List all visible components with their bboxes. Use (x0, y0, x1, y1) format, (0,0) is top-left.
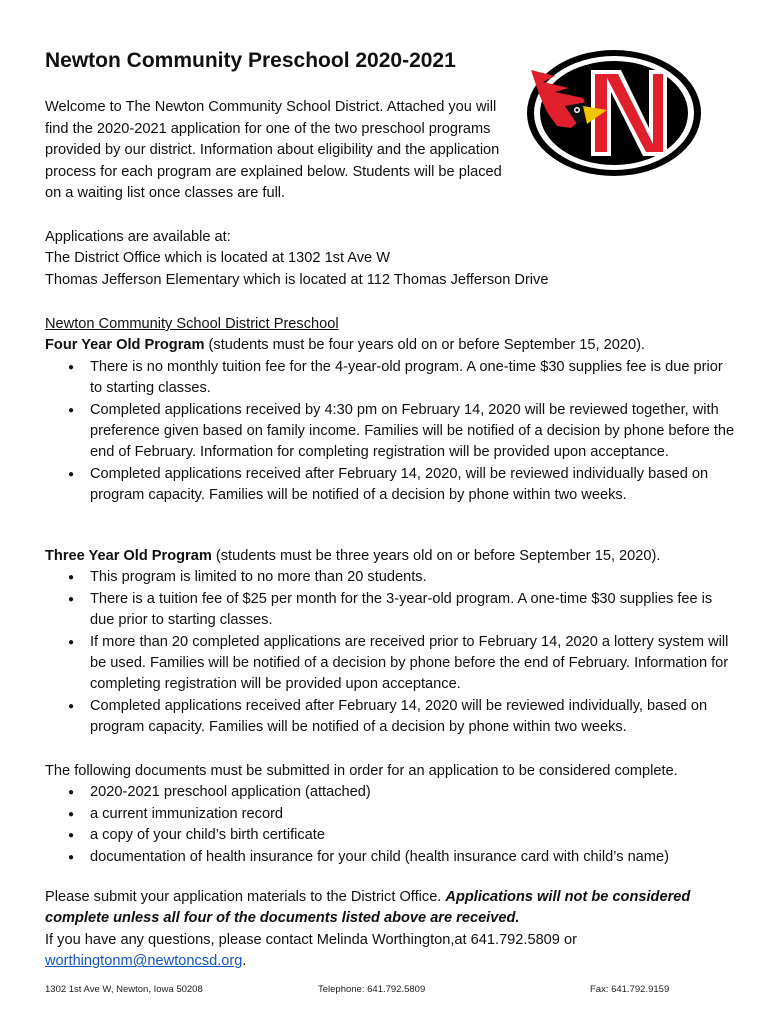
program-requirement: (students must be four years old on or before September 15, 2020). (204, 337, 645, 354)
program-name: Three Year Old Program (45, 548, 212, 564)
closing-section (45, 887, 735, 973)
documents-list (45, 782, 735, 868)
list-item: ● There is no monthly tuition fee for the 4-year-old program. A one-time $30 supplies fee is due prior to starting classes. (90, 357, 735, 400)
completion-warning: Applications will not be considered complete unless all four of the documents listed above are received. (45, 889, 691, 927)
district-office-line: The District Office which is located at 1302 1st Ave W (45, 250, 390, 267)
footer-address: 1302 1st Ave W, Newton, Iowa 50208 (45, 984, 203, 995)
contact-text: If you have any questions, please contact Melinda Worthington,at 641.792.5809 or (45, 931, 577, 948)
list-item: ● Completed applications received after February 14, 2020 will be reviewed individually, based on program capacity. Families will be notified of a decision by phone within two weeks. (90, 696, 735, 739)
list-item: ● documentation of health insurance for your child (health insurance card with child’s name) (90, 847, 735, 868)
four-year-section (45, 314, 735, 507)
applications-heading: Applications are available at: (45, 229, 231, 245)
list-item: ● a current immunization record (90, 804, 735, 825)
submit-text: Please submit your application materials to the District Office. (45, 889, 446, 905)
list-item: ● This program is limited to no more than 20 students. (90, 567, 735, 588)
cardinal-logo-icon (525, 48, 703, 178)
page-title: Newton Community Preschool 2020-2021 (45, 49, 456, 72)
list-item: ● There is a tuition fee of $25 per month for the 3-year-old program. A one-time $30 supplies fee is due prior to starting classes. (90, 589, 735, 632)
documents-heading: The following documents must be submitted in order for an application to be considered complete. (45, 763, 678, 779)
documents-section (45, 761, 735, 868)
list-item: ● Completed applications received after February 14, 2020, will be reviewed individually based on program capacity. Families will be notified of a decision by phone within two weeks. (90, 464, 735, 507)
list-item: ● 2020-2021 preschool application (attached) (90, 782, 735, 803)
applications-section (45, 227, 735, 291)
three-year-heading (45, 546, 735, 567)
footer-fax: Fax: 641.792.9159 (590, 984, 670, 995)
footer-telephone: Telephone: 641.792.5809 (318, 984, 426, 995)
four-year-list (45, 357, 735, 507)
program-requirement: (students must be three years old on or before September 15, 2020). (211, 548, 661, 564)
email-link[interactable]: worthingtonm@newtoncsd.org (45, 953, 243, 970)
three-year-section (45, 546, 735, 739)
four-year-heading (45, 335, 735, 356)
intro-paragraph: Welcome to The Newton Community School District. Attached you will find the 2020-2021 application for one of the two preschool programs provided by our district. Information about eligibility and the application process for each program are explained below. Students will be placed on a waiting list once classes are full. (45, 99, 502, 201)
three-year-list (45, 567, 735, 738)
list-item: ● If more than 20 completed applications are received prior to February 14, 2020 a lottery system will be used. Families will be notified of a decision by phone before the end of February. Information for completing registration will be provided upon acceptance. (90, 632, 735, 696)
program-name: Four Year Old Program (45, 337, 205, 354)
elementary-line: Thomas Jefferson Elementary which is located at 112 Thomas Jefferson Drive (45, 271, 549, 288)
submit-paragraph (45, 887, 735, 930)
contact-end: . (242, 953, 247, 970)
section-heading: Newton Community School District Preschool (45, 316, 339, 332)
list-item: ● Completed applications received by 4:30 pm on February 14, 2020 will be reviewed together, with preference given based on family income. Families will be notified of a decision by phone before the end of February. Information for completing registration will be provided upon acceptance. (90, 400, 735, 464)
contact-paragraph (45, 930, 735, 973)
list-item: ● a copy of your child’s birth certificate (90, 825, 735, 846)
